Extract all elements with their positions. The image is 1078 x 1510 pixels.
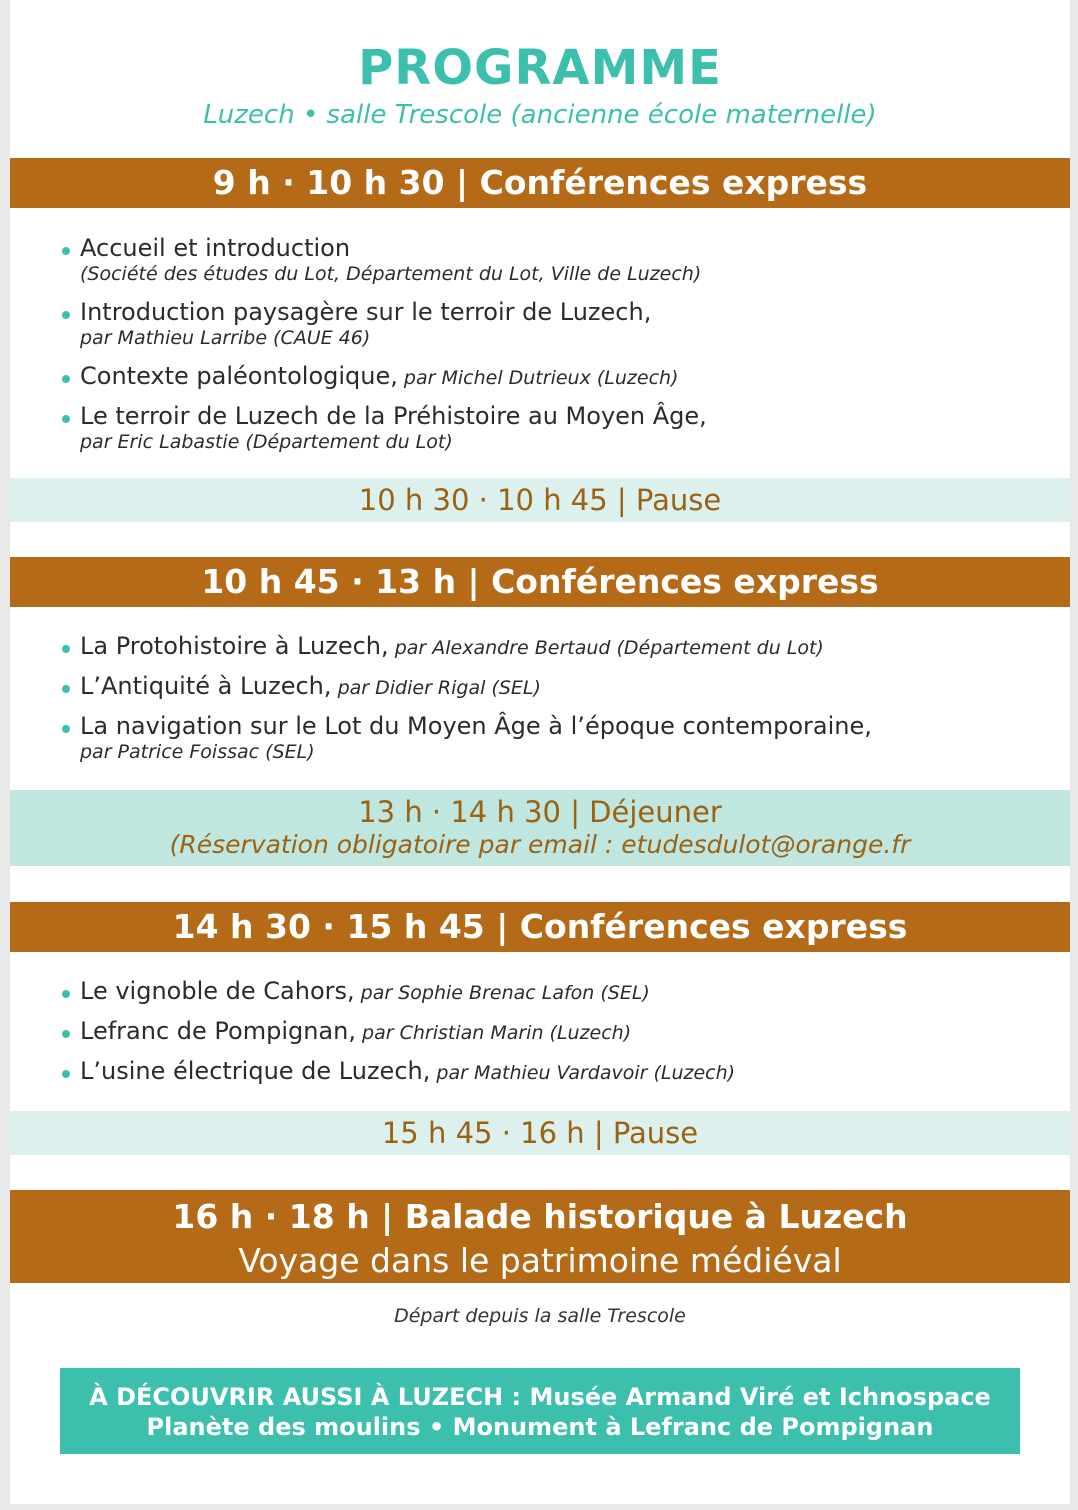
- item-title: L’usine électrique de Luzech,: [80, 1057, 431, 1085]
- bullet-icon: [62, 990, 70, 998]
- pause-2-text: 15 h 45 · 16 h | Pause: [381, 1116, 699, 1150]
- bullet-icon: [62, 415, 70, 423]
- item-title: La navigation sur le Lot du Moyen Âge à l’époque contemporaine,: [80, 712, 872, 740]
- item-title: Le vignoble de Cahors,: [80, 977, 355, 1005]
- bullet-icon: [62, 1030, 70, 1038]
- item-speaker: par Didier Rigal (SEL): [331, 677, 541, 699]
- item-title: Accueil et introduction: [80, 234, 351, 262]
- session-3-heading: 14 h 30 · 15 h 45 | Conférences express: [172, 907, 908, 946]
- item-title: Contexte paléontologique,: [80, 362, 398, 390]
- walk-band: [10, 1190, 1070, 1283]
- lunch-text: 13 h · 14 h 30 | Déjeuner: [358, 795, 722, 829]
- item-title: L’Antiquité à Luzech,: [80, 672, 332, 700]
- list-item: [60, 1017, 1040, 1045]
- item-speaker: par Christian Marin (Luzech): [355, 1022, 632, 1044]
- list-item: [60, 672, 1040, 700]
- item-speaker: par Mathieu Vardavoir (Luzech): [430, 1062, 736, 1084]
- bullet-icon: [62, 247, 70, 255]
- item-title: Lefranc de Pompignan,: [80, 1017, 356, 1045]
- lunch-break: [10, 790, 1070, 866]
- session-1-list: [60, 234, 1040, 466]
- session-3-list: [60, 977, 1040, 1097]
- programme-page: [10, 0, 1070, 1504]
- list-item: [60, 1057, 1040, 1085]
- session-1-heading: 9 h · 10 h 30 | Conférences express: [212, 163, 868, 202]
- list-item: [60, 712, 1040, 764]
- list-item: [60, 234, 1040, 286]
- list-item: [60, 632, 1040, 660]
- discover-line-1: À DÉCOUVRIR AUSSI À LUZECH : Musée Armand Viré et Ichnospace: [89, 1383, 991, 1411]
- list-item: [60, 362, 1040, 390]
- session-2-band: [10, 557, 1070, 607]
- item-speaker: (Société des études du Lot, Département du Lot, Ville de Luzech): [80, 263, 702, 285]
- departure-note: Départ depuis la salle Trescole: [394, 1305, 686, 1327]
- bullet-icon: [62, 645, 70, 653]
- discover-line-2: Planète des moulins • Monument à Lefranc de Pompignan: [146, 1413, 934, 1441]
- pause-2: [10, 1111, 1070, 1155]
- session-2-heading: 10 h 45 · 13 h | Conférences express: [201, 562, 879, 601]
- walk-subheading: Voyage dans le patrimoine médiéval: [238, 1241, 842, 1280]
- page-title: PROGRAMME: [358, 40, 722, 96]
- lunch-note: (Réservation obligatoire par email : etudesdulot@orange.fr: [169, 830, 911, 859]
- item-speaker: par Sophie Brenac Lafon (SEL): [354, 982, 650, 1004]
- item-speaker: par Alexandre Bertaud (Département du Lot): [388, 637, 824, 659]
- list-item: [60, 402, 1040, 454]
- discover-banner: [60, 1368, 1020, 1454]
- walk-heading: 16 h · 18 h | Balade historique à Luzech: [172, 1197, 908, 1236]
- pause-1-text: 10 h 30 · 10 h 45 | Pause: [358, 483, 722, 517]
- bullet-icon: [62, 311, 70, 319]
- bullet-icon: [62, 685, 70, 693]
- session-1-band: [10, 158, 1070, 208]
- page-subtitle: Luzech • salle Trescole (ancienne école maternelle): [203, 100, 877, 130]
- list-item: [60, 977, 1040, 1005]
- item-speaker: par Mathieu Larribe (CAUE 46): [80, 327, 371, 349]
- item-speaker: par Patrice Foissac (SEL): [80, 741, 315, 763]
- bullet-icon: [62, 725, 70, 733]
- bullet-icon: [62, 1070, 70, 1078]
- item-speaker: par Eric Labastie (Département du Lot): [80, 431, 453, 453]
- session-3-band: [10, 902, 1070, 952]
- item-title: Le terroir de Luzech de la Préhistoire au Moyen Âge,: [80, 402, 707, 430]
- session-2-list: [60, 632, 1040, 776]
- item-title: La Protohistoire à Luzech,: [80, 632, 389, 660]
- item-speaker: par Michel Dutrieux (Luzech): [397, 367, 679, 389]
- item-title: Introduction paysagère sur le terroir de Luzech,: [80, 298, 652, 326]
- list-item: [60, 298, 1040, 350]
- bullet-icon: [62, 375, 70, 383]
- pause-1: [10, 478, 1070, 522]
